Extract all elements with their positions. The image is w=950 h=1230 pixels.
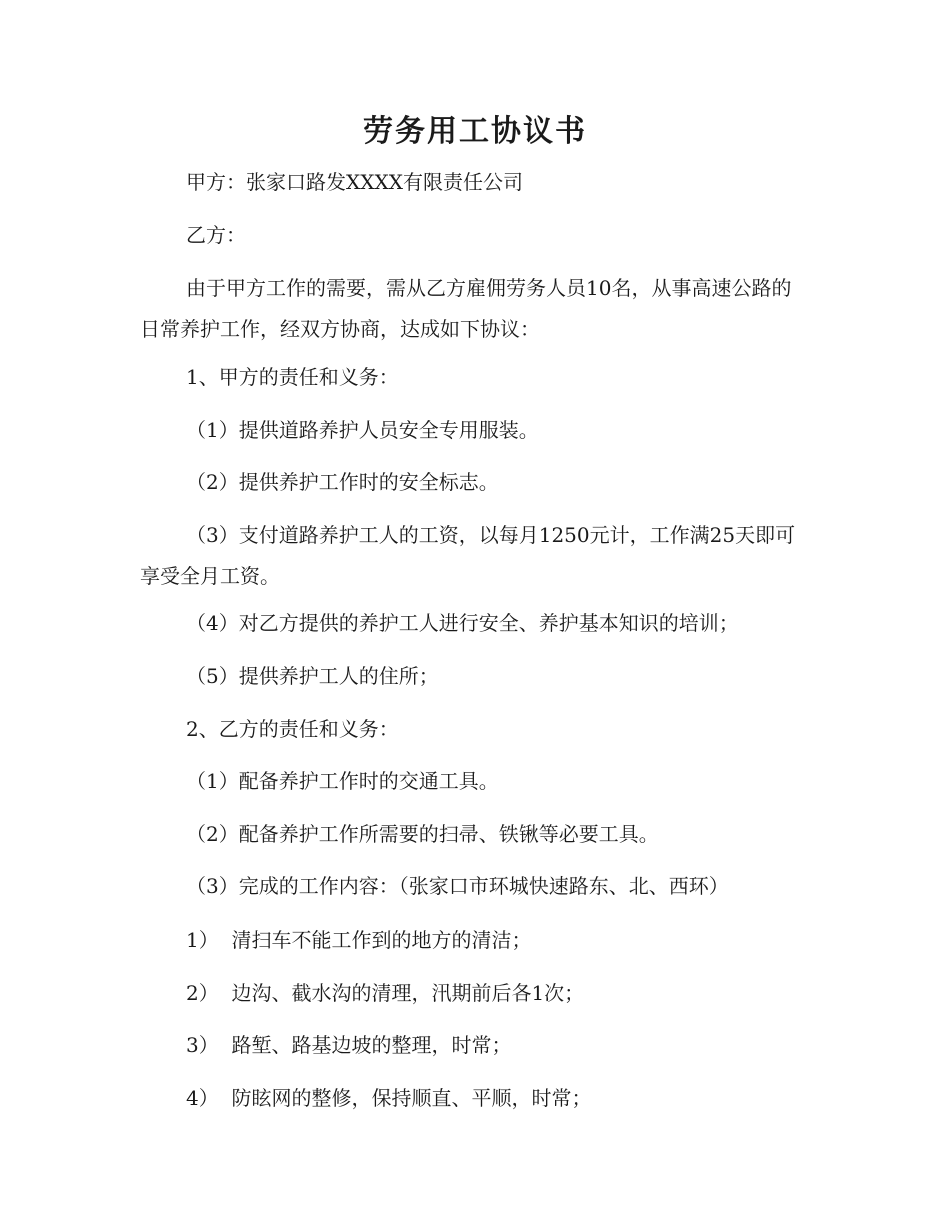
task-item-3: 3） 路堑、路基边坡的整理，时常； — [186, 1033, 512, 1057]
intro-paragraph: 由于甲方工作的需要，需从乙方雇佣劳务人员10名，从事高速公路的日常养护工作，经双方协商，达成如下协议： — [140, 276, 792, 341]
section1-item-4: （4）对乙方提供的养护工人进行安全、养护基本知识的培训； — [186, 611, 739, 635]
task-item-2: 2） 边沟、截水沟的清理，汛期前后各1次； — [186, 981, 585, 1005]
section2-item-2: （2）配备养护工作所需要的扫帚、铁锹等必要工具。 — [186, 822, 659, 846]
section2-heading: 2、乙方的责任和义务： — [186, 717, 399, 741]
section1-heading: 1、甲方的责任和义务： — [186, 365, 399, 389]
party-b-line: 乙方： — [186, 223, 246, 247]
section1-item-2: （2）提供养护工作时的安全标志。 — [186, 470, 499, 494]
document-title: 劳务用工协议书 — [363, 114, 587, 149]
section1-item-3: （3）支付道路养护工人的工资，以每月1250元计，工作满25天即可享受全月工资。 — [140, 523, 796, 588]
task-item-4: 4） 防眩网的整修，保持顺直、平顺，时常； — [186, 1086, 592, 1110]
task-item-1: 1） 清扫车不能工作到的地方的清洁； — [186, 928, 532, 952]
section1-item-5: （5）提供养护工人的住所； — [186, 664, 439, 688]
section1-item-1: （1）提供道路养护人员安全专用服装。 — [186, 418, 539, 442]
section2-item-3: （3）完成的工作内容：（张家口市环城快速路东、北、西环） — [186, 874, 729, 898]
party-a-line: 甲方：张家口路发XXXX有限责任公司 — [186, 170, 523, 194]
section2-item-1: （1）配备养护工作时的交通工具。 — [186, 769, 499, 793]
